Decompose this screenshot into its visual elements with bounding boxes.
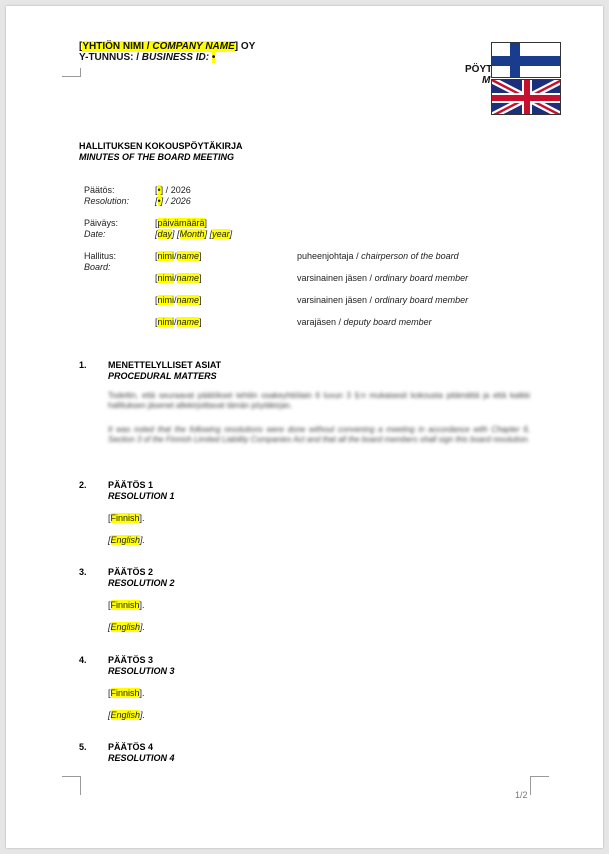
section-title-en: RESOLUTION 1 <box>108 491 175 501</box>
board-member-role: varsinainen jäsen / ordinary board member <box>297 295 469 305</box>
business-id-label-fi: Y-TUNNUS: <box>79 52 134 63</box>
business-id-placeholder: • <box>211 52 216 63</box>
board-member-name: [nimi/name] <box>155 251 202 261</box>
date-label-fi: Päiväys: <box>84 218 119 228</box>
section-title-en: RESOLUTION 4 <box>108 753 175 763</box>
business-id-label-en: BUSINESS ID: <box>141 52 210 63</box>
section-title-fi: PÄÄTÖS 1 <box>108 480 154 490</box>
resolution-number-en: [•] / 2026 <box>155 196 191 206</box>
page-number: 1/2 <box>515 790 528 800</box>
doc-title-header-en: M <box>482 75 491 86</box>
crop-mark <box>62 68 81 77</box>
section-text-en: [English]. <box>108 710 146 720</box>
section-text-en: [English]. <box>108 622 146 632</box>
section-text-fi: [Finnish]. <box>108 513 145 523</box>
resolution-number-fi: [•] / 2026 <box>155 185 191 195</box>
business-id-line: Y-TUNNUS: / BUSINESS ID: • <box>79 52 216 63</box>
section-number: 4. <box>79 655 87 665</box>
board-member-role: varajäsen / deputy board member <box>297 317 432 327</box>
company-bracket-close: ] <box>234 41 239 52</box>
date-value-fi: [päivämäärä] <box>155 218 208 228</box>
company-name-en: COMPANY NAME <box>152 41 235 52</box>
resolution-label-en: Resolution: <box>84 196 130 206</box>
crop-mark <box>530 776 549 795</box>
procedural-paragraph-fi: Todettin, että seuraavat päätökset tehtiin osakeyhtiölain 6 luvun 3 §:n mukaisesti kokousta pitämättä ja että kaikki hallituksen jäsenet allekirjoittavat tämän pöytäkirjan. <box>108 391 530 410</box>
section-text-fi: [Finnish]. <box>108 688 145 698</box>
section-number: 2. <box>79 480 87 490</box>
finnish-flag-icon[interactable] <box>491 42 561 78</box>
section-title-en: PROCEDURAL MATTERS <box>108 371 217 381</box>
title-en: MINUTES OF THE BOARD MEETING <box>79 152 234 162</box>
doc-title-header-fi: PÖYT <box>465 64 493 75</box>
section-text-fi: [Finnish]. <box>108 600 145 610</box>
board-member-role: puheenjohtaja / chairperson of the board <box>297 251 459 261</box>
uk-flag-icon[interactable] <box>491 79 561 115</box>
company-name-line: [YHTIÖN NIMI / COMPANY NAME] OY <box>79 41 256 52</box>
board-label-fi: Hallitus: <box>84 251 117 261</box>
title-fi: HALLITUKSEN KOKOUSPÖYTÄKIRJA <box>79 141 243 151</box>
section-title-fi: PÄÄTÖS 4 <box>108 742 154 752</box>
company-bracket-open: [ <box>79 41 83 52</box>
section-title-fi: PÄÄTÖS 3 <box>108 655 154 665</box>
crop-mark <box>62 776 81 795</box>
date-label-en: Date: <box>84 229 106 239</box>
section-number: 5. <box>79 742 87 752</box>
board-member-name: [nimi/name] <box>155 317 202 327</box>
resolution-label-fi: Päätös: <box>84 185 115 195</box>
company-suffix: OY <box>240 41 256 52</box>
board-member-name: [nimi/name] <box>155 295 202 305</box>
section-title-fi: PÄÄTÖS 2 <box>108 567 154 577</box>
section-number: 1. <box>79 360 87 370</box>
section-title-fi: MENETTELYLLISET ASIAT <box>108 360 222 370</box>
board-label-en: Board: <box>84 262 111 272</box>
board-member-name: [nimi/name] <box>155 273 202 283</box>
section-title-en: RESOLUTION 2 <box>108 578 175 588</box>
procedural-paragraph-en: It was noted that the following resolutions were done without convening a meeting in accordance with Chapter 6, Section 3 of the Finnish Limited Liability Companies Act and that all the board members shall sign this board resolution. <box>108 425 530 444</box>
section-text-en: [English]. <box>108 535 146 545</box>
date-value-en: [day] [Month] [year] <box>155 229 233 239</box>
section-number: 3. <box>79 567 87 577</box>
company-name-fi: YHTIÖN NIMI <box>82 41 145 52</box>
section-title-en: RESOLUTION 3 <box>108 666 175 676</box>
document-page <box>6 6 603 848</box>
board-member-role: varsinainen jäsen / ordinary board member <box>297 273 469 283</box>
